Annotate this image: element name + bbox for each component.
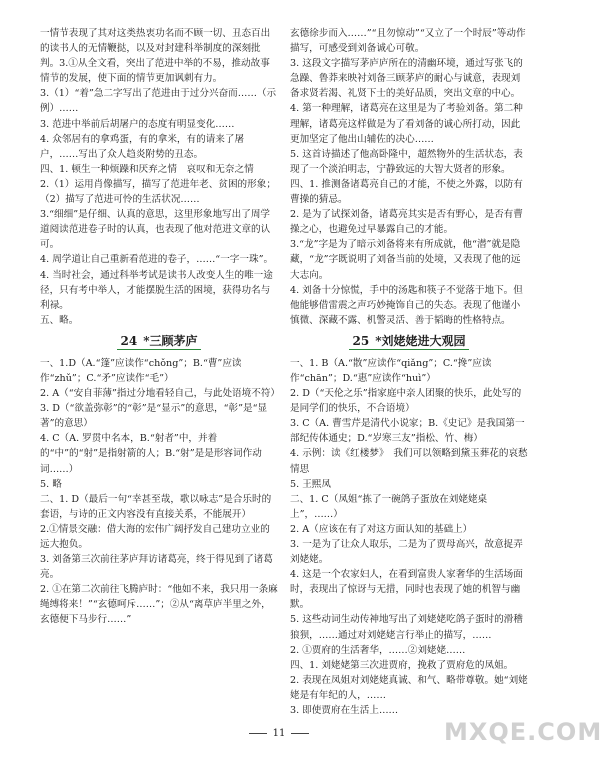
answer-item: 5. 王熙凤 <box>290 478 331 490</box>
answer-item: 4. 示例：读《红楼梦》 我们可以领略到黛玉葬花的哀愁情思 <box>290 448 528 475</box>
section-24-title-box <box>117 333 202 350</box>
answer-item: 四、1. 顿生一种烦躁和厌弃之情 哀叹和无奈之情 <box>40 163 254 175</box>
section-25-label: *刘姥姥进大观园 <box>375 333 466 348</box>
section-24-label: *三顾茅庐 <box>143 333 198 348</box>
left-answer-list <box>40 26 278 328</box>
answer-item: 2. A（应该在有了对这方面认知的基础上） <box>290 523 473 535</box>
answer-item: 3.（1）“着”急二字写出了范进由于过分兴奋而……（示例）…… <box>40 88 277 115</box>
section-24-title <box>40 333 278 350</box>
answer-item: 4. 当时社会，通过科举考试是读书人改变人生的唯一途径，只有考中举人，才能摆脱生活的困境，获得功名与利禄。 <box>40 269 273 311</box>
left-column <box>40 26 281 628</box>
answer-item: 四、1. 推测备诸葛亮自己的才能，不使之外露，以防有曹操的猜忌。 <box>290 178 523 206</box>
answer-item: 一情节表现了其对这类热衷功名而不顾一切、丑态百出的读书人的无情鞭挞，以及对封建科举制度的深刻批判。3.①从全文看，突出了范进中举的不易，推动故事情节的发展，使下面的情节更加讽刺有力。 <box>40 28 271 85</box>
answer-item: 2. ①在第二次前往飞腾庐时：“他如不来，我只用一条麻绳缚将来！”“玄德呵斥……”；②从“离草庐半里之外，玄德便下马步行……” <box>40 584 278 626</box>
answer-item: 玄德徐步而入……”“且勿惊动”“又立了一个时辰”等动作描写，可感受到刘备诚心可敬。 <box>290 28 526 55</box>
answer-item: 3. 即使贾府在生活上…… <box>290 705 399 717</box>
answer-item: 4. 众邻居有的拿鸡蛋，有的拿米，有的请来了屠户，……写出了众人趋炎附势的丑态。 <box>40 133 245 160</box>
answer-item: 2.（1）运用肖像描写，描写了范进年老、贫困的形象；（2）描写了范进可怜的生活状况…… <box>40 178 276 206</box>
answer-item: 一、1. B（A.“散”应读作“qiǎng”；C.“搀”应读作“chān”；D.“惠”应读作“huì”） <box>290 357 492 384</box>
answer-item: 2. 是为了试探刘备，诸葛亮其实是否有野心，是否有曹操之心，也避免过早暴露自己的才能。 <box>290 209 523 236</box>
answer-item: 2.①情景交融：借大海的宏伟广阔抒发自己建功立业的远大抱负。 <box>40 523 270 550</box>
right-column <box>290 26 528 718</box>
answer-item: 5. 略 <box>40 478 62 490</box>
answer-item: 3.“细细”是仔细、认真的意思，这里形象地写出了周学道阅读范进卷子时的认真，也表现了他对范进文章的认可。 <box>40 209 271 251</box>
answer-item: 3. 范进中举前后胡屠户的态度有明显变化…… <box>40 118 235 130</box>
answer-item: 3. 一是为了让众人取乐，二是为了贾母高兴，故意捉弄刘姥姥。 <box>290 539 523 566</box>
answer-item: 3.“龙”字是为了暗示刘备将来有所成就，他“潜”就是隐藏，“龙”字既说明了刘备当前的处境，又表现了他的远大志向。 <box>290 239 521 281</box>
section-25-number: 25 <box>352 333 370 348</box>
right-answer-list <box>290 26 528 328</box>
answer-item: 2. ①贾府的生活奢华，……②刘姥姥…… <box>290 644 466 656</box>
answer-item: 4. 第一种理解，诸葛亮在这里是为了考验刘备。第二种理解，诸葛亮这样做是为了看刘备的诚心所打动，因此更加坚定了他出山辅佐的决心…… <box>290 103 523 145</box>
answer-item: 一、1.D（A.“篷”应读作“chǒng”；B.“曹”应读作“zhǔ”；C.“矛”应读作“毛”） <box>40 357 242 384</box>
answer-item: 2. D（“天伦之乐”指家庭中亲人团聚的快乐，此处写的是同学们的快乐，不合语境） <box>290 388 522 415</box>
section-24-number: 24 <box>120 333 138 348</box>
answer-item: 3. 刘备第三次前往茅庐拜访诸葛亮，终于得见到了诸葛亮。 <box>40 554 273 581</box>
answer-item: 二、1. C（凤姐“拣了一碗鸽子蛋放在刘姥姥桌上”，……） <box>290 493 488 520</box>
answer-item: 3. D（“欲盖弥彰”的“彰”是“显示”的意思，“彰”是“显著”的意思） <box>40 403 268 430</box>
answer-item: 3. C（A. 曹雪芹是清代小说家；B.《史记》是我国第一部纪传体通史；D.“岁寒三友”指松、竹、梅） <box>290 418 525 445</box>
answer-item: 5. 这首诗描述了他高卧隆中，超然物外的生活状态，表现了一个淡泊明志，宁静致远的大智大贤者的形象。 <box>290 148 523 175</box>
answer-item: 五、略。 <box>40 314 79 326</box>
answer-item: 四、1. 刘姥姥第三次进贾府，挽救了贾府危的凤姐。 <box>290 659 514 671</box>
section-25-title-box <box>349 333 470 350</box>
answer-item: 4. 刘备十分惊慌，手中的汤匙和筷子不觉落于地下。但他能够借雷震之声巧妙掩饰自己的失态。表现了他谨小慎微、深藏不露、机警灵活、善于韬晦的性格特点。 <box>290 284 523 326</box>
answer-item: 4. 这是一个农家妇人，在看到富贵人家奢华的生活场面时，表现出了惊讶与无措，同时也表现了她的机智与幽默。 <box>290 569 523 611</box>
watermark-logo: MXQE.COM <box>444 718 602 746</box>
answer-item: 5. 这些动词生动传神地写出了刘姥姥吃鸽子蛋时的滑稽狼狈，……通过对刘姥姥言行举止的描写，…… <box>290 614 523 641</box>
answer-item: 二、1. D（最后一句“幸甚至哉，歌以咏志”是合乐时的套语，与诗的正文内容没有直接关系，不能展开） <box>40 493 272 520</box>
left-answer-list-2 <box>40 356 281 628</box>
footer-rule-left <box>249 733 267 734</box>
page-number: 11 <box>272 728 286 739</box>
answer-item: 2. 表现在凤姐对刘姥姥真诚、和气、略带尊敬。她“刘姥姥是有年纪的人，…… <box>290 674 528 701</box>
answer-item: 2. A（“安自菲薄”指过分地看轻自己，与此处语境不符） <box>40 388 281 400</box>
answer-item: 3. 这段文字描写茅庐庐所在的清幽环境，通过写张飞的急躁、鲁莽来映衬刘备三顾茅庐的耐心与诚意，表现刘备求贤若渴、礼贤下士的美好品质，突出文章的中心。 <box>290 58 523 100</box>
right-answer-list-2 <box>290 356 528 718</box>
section-25-title <box>290 333 528 350</box>
answer-item: 4. 周学道让自己重新看范进的卷子，……“一字一珠”。 <box>40 254 274 266</box>
footer-rule-right <box>291 733 309 734</box>
answer-item: 4. C（A. 罗贯中名本，B.“射者”中，并着的“中”的“射”是指射箭的人；B.“射”是是形容词作动词……） <box>40 433 262 475</box>
